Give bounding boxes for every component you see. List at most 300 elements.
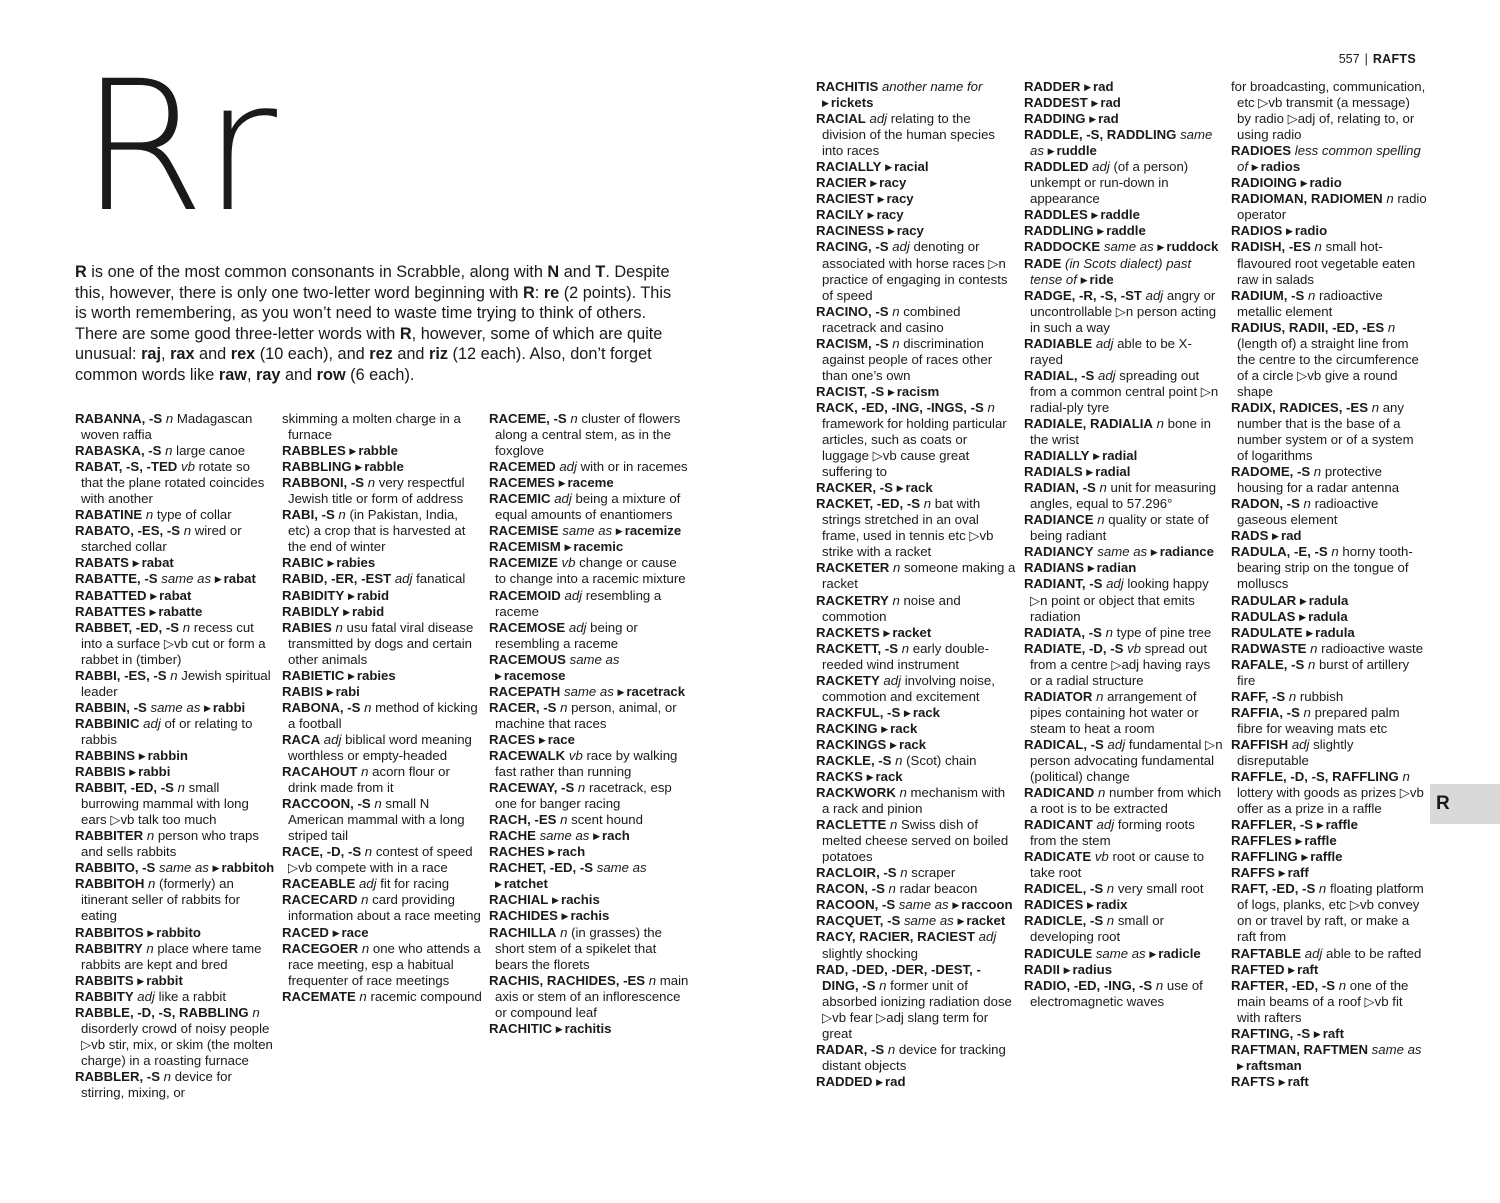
entry-part-of-speech: n [1099,480,1107,496]
dictionary-entry [489,860,689,892]
entry-definition: scraper [911,865,956,881]
dictionary-entry [1024,978,1224,1010]
entry-part-of-speech: n [648,972,657,988]
entry-definition: former unit of absorbed ionizing radiation dose ▷vb fear ▷adj slang term for great [822,977,1012,1041]
entry-part-of-speech: n [1310,640,1318,656]
entry-headword: RADIALS [1024,464,1083,480]
dictionary-entry [75,716,275,748]
dictionary-entry [1024,946,1224,962]
dictionary-entry [75,620,275,668]
crossref-arrow-icon: ▶ [332,927,340,938]
entry-part-of-speech: n [1303,704,1311,720]
entry-part-of-speech: n [1303,496,1311,512]
crossref-arrow-icon: ▶ [137,975,145,986]
entry-crossref: rabid [356,587,390,603]
dictionary-entry [816,223,1016,239]
entry-definition: biblical word meaning worthless or empty-headed [288,731,472,763]
entry-crossref: racemic [573,539,624,555]
entry-crossref: rabbito [156,924,201,940]
entry-part-of-speech: n [1386,191,1394,207]
entry-crossref: racism [896,383,940,399]
dictionary-entry [282,876,482,892]
dictionary-entry [1024,512,1224,544]
entry-headword: RABBIS [75,764,126,780]
crossref-arrow-icon: ▶ [1149,948,1157,959]
entry-headword: RAFFLES [1231,833,1292,849]
entry-crossref-note: same as [569,651,620,667]
crossref-arrow-icon: ▶ [1288,964,1296,975]
crossref-arrow-icon: ▶ [1087,900,1094,911]
dictionary-entry [1231,320,1427,400]
entry-headword: RACEMED [489,459,556,475]
entry-part-of-speech: n [1097,512,1105,528]
crossref-arrow-icon: ▶ [1093,451,1101,462]
entry-crossref: rad [1093,79,1114,94]
entry-definition: any number that is the base of a number system or of a system of logarithms [1237,399,1414,464]
dictionary-entry [1231,1074,1427,1090]
intro-text: , however, some of which are quite unusual: [75,324,663,363]
entry-headword: RABBITY [75,988,134,1004]
entry-headword: RABATTES [75,603,146,619]
entry-headword: RAFFLING [1231,849,1298,865]
entry-crossref: rabbitoh [221,860,275,876]
entry-headword: RACKING [816,720,878,736]
entry-part-of-speech: n [335,619,343,635]
crossref-arrow-icon: ▶ [548,847,556,858]
crossref-arrow-icon: ▶ [890,739,897,750]
entry-definition: small N American mammal with a long striped tail [288,796,465,844]
crossref-arrow-icon: ▶ [883,627,891,638]
entry-headword: RADON, -S [1231,496,1300,512]
entry-definition: type of pine tree [1116,624,1212,640]
entry-headword: RABATTED [75,587,147,603]
entry-part-of-speech: n [177,780,185,796]
dictionary-entry [75,925,275,941]
entry-definition: place where tame rabbits are kept and bred [81,940,262,972]
entry-headword: RABBITO, -S [75,860,156,876]
intro-text: , [161,345,171,363]
crossref-arrow-icon: ▶ [214,574,222,585]
intro-emphasis: rex [230,345,256,363]
entry-headword: RADULAR [1231,592,1297,608]
entry-crossref: radial [1102,448,1138,464]
crossref-arrow-icon: ▶ [1272,531,1279,542]
entry-part-of-speech: vb [1127,640,1141,656]
entry-crossref: raddle [1100,207,1140,223]
dictionary-entry [282,732,482,764]
entry-definition: Madagascan woven raffia [81,411,253,443]
entry-headword: RADIOMAN, RADIOMEN [1231,191,1383,207]
dictionary-entry [75,555,275,571]
dictionary-entry [816,496,1016,560]
entry-definition: like a rabbit [158,988,227,1004]
entry-headword: RABBLING [282,459,352,475]
dictionary-entry [816,79,1016,111]
dictionary-entry [816,304,1016,336]
entry-part-of-speech: adj [564,587,583,603]
intro-text: and [194,345,231,363]
page-number: 557 [1338,52,1360,66]
entry-headword: RABBLER, -S [75,1068,160,1084]
entry-definition: racemic compound [370,988,482,1004]
entry-headword: RACILY [816,207,864,223]
crossref-arrow-icon: ▶ [347,590,355,601]
entry-crossref: raccoon [961,897,1013,913]
entry-definition: change or cause to change into a racemic mixture [495,555,686,587]
entry-crossref: rachis [570,908,610,924]
entry-crossref-note: same as [1030,127,1213,159]
entry-crossref-note: less common spelling of [1237,143,1421,175]
entry-part-of-speech: adj [1092,159,1110,175]
entry-part-of-speech: n [887,1041,896,1057]
entry-headword: RACKFUL, -S [816,704,901,720]
entry-crossref: rach [602,828,630,844]
entry-headword: RADAR, -S [816,1041,885,1057]
crossref-arrow-icon: ▶ [1157,242,1165,253]
entry-headword: RABASKA, -S [75,443,162,459]
dictionary-entry [282,700,482,732]
dictionary-entry [282,459,482,475]
entry-definition: unit for measuring angles, equal to 57.296° [1030,480,1217,512]
entry-headword: RADIANCY [1024,544,1094,560]
entry-headword: RACKLE, -S [816,752,892,768]
entry-part-of-speech: adj [358,876,377,892]
dictionary-entry [75,604,275,620]
entry-part-of-speech: n [1307,656,1316,672]
crossref-arrow-icon: ▶ [558,478,566,489]
entry-headword: RACHIAL [489,892,549,908]
crossref-arrow-icon: ▶ [952,900,960,911]
dictionary-entry [489,748,689,780]
entry-headword: RACEGOER [282,940,359,956]
dictionary-entry [489,555,689,587]
dictionary-entry [816,560,1016,592]
entry-crossref: racket [892,624,932,640]
dictionary-entry [282,668,482,684]
entry-definition: rotate so that the plane rotated coincides with another [81,459,265,507]
entry-crossref: radius [1072,961,1113,977]
entry-definition: small burrowing mammal with long ears ▷vb talk too much [81,780,249,828]
entry-headword: RADIAL, -S [1024,367,1095,383]
dictionary-entry [282,411,482,443]
crossref-arrow-icon: ▶ [1091,210,1099,221]
entry-headword: RABBLES [282,443,346,459]
entry-part-of-speech: n [890,817,898,833]
crossref-arrow-icon: ▶ [347,670,355,681]
entry-definition: number from which a root is to be extracted [1030,785,1222,817]
entry-definition: small hot-flavoured root vegetable eaten raw in salads [1237,239,1416,287]
entry-crossref: rabbi [138,764,171,780]
entry-definition: race by walking fast rather than running [495,747,678,780]
entry-crossref: rabat [223,571,256,587]
entry-definition: (formerly) an itinerant seller of rabbits for eating [81,876,241,924]
dictionary-entry [489,652,689,684]
dictionary-entry [1024,576,1224,624]
entry-headword: RACEMIC [489,491,551,507]
dictionary-entry [1024,641,1224,689]
entry-definition: slightly shocking [822,945,919,961]
entry-part-of-speech: n [577,780,586,796]
crossref-arrow-icon: ▶ [867,210,875,221]
entry-crossref-note: another name for [881,79,983,94]
entry-definition: device for stirring, mixing, or [81,1068,232,1100]
dictionary-entry [75,1069,275,1101]
entry-crossref: radios [1260,159,1301,175]
dictionary-entry [1231,191,1427,223]
entry-crossref: rabat [141,555,174,571]
dictionary-entry [282,925,482,941]
dictionary-entry [816,1042,1016,1074]
entry-part-of-speech: n [361,892,369,908]
crossref-arrow-icon: ▶ [903,707,911,718]
entry-definition: relating to the division of the human species into races [822,111,996,159]
entry-part-of-speech: n [1331,544,1339,560]
entry-headword: RADIO, -ED, -ING, -S [1024,977,1153,993]
running-headword: RAFTS [1372,52,1416,66]
intro-emphasis: N [547,263,560,281]
entry-part-of-speech: n [1314,239,1322,255]
entry-part-of-speech: adj [1106,576,1124,592]
intro-paragraph [75,262,675,385]
entry-part-of-speech: adj [892,239,910,255]
dictionary-entry [1024,913,1224,945]
entry-headword: RACA [282,731,321,747]
entry-definition: noise and commotion [822,592,961,624]
entry-definition: floating platform of logs, planks, etc ▷vb convey on or travel by raft, or make a raft from [1237,881,1424,945]
entry-definition: very small root [1117,881,1204,897]
entry-part-of-speech: n [987,399,995,415]
intro-emphasis: row [316,365,346,384]
dictionary-entry [1024,127,1224,159]
dictionary-entry [1231,143,1427,175]
dictionary-entry [1024,849,1224,881]
dictionary-entry [816,962,1016,1042]
dictionary-entry [1231,641,1427,657]
entry-definition: disorderly crowd of noisy people ▷vb stir, mix, or skim (the molten charge) in a roasting furnace [81,1020,273,1068]
entry-headword: RABBONI, -S [282,475,365,491]
entry-headword: RADWASTE [1231,640,1307,656]
entry-crossref-note: (in Scots dialect) past tense of [1030,255,1192,287]
entry-headword: RACES [489,731,536,747]
dictionary-entry [489,620,689,652]
entry-headword: RADDLED [1024,159,1089,175]
dictionary-entry [816,384,1016,400]
entry-definition: radar beacon [899,881,978,897]
entry-crossref: rack [875,769,903,785]
entry-crossref: rack [898,736,927,752]
crossref-arrow-icon: ▶ [495,879,502,890]
dictionary-entry [1024,159,1224,207]
intro-text: and [392,345,430,363]
entry-part-of-speech: n [165,411,174,426]
entry-crossref: raceme [567,475,614,491]
crossref-arrow-icon: ▶ [1278,868,1286,879]
dictionary-entry [816,865,1016,881]
entry-headword: RADIATA, -S [1024,624,1102,640]
entry-headword: RADIX, RADICES, -ES [1231,399,1369,415]
entry-crossref-note: same as [161,571,212,587]
crossref-arrow-icon: ▶ [1097,226,1105,237]
entry-definition: framework for holding particular articles, such as coats or luggage ▷vb cause great suffering to [822,415,1007,480]
entry-definition: one of the main beams of a roof ▷vb fit with rafters [1237,977,1409,1025]
intro-emphasis: rez [369,345,393,363]
entry-part-of-speech: n [560,924,568,940]
crossref-arrow-icon: ▶ [866,772,874,783]
dictionary-entry [816,191,1016,207]
entry-definition: quality or state of being radiant [1030,512,1209,544]
dictionary-entry [816,336,1016,384]
entry-headword: RADICANT [1024,817,1093,833]
dictionary-entry [1024,544,1224,560]
dictionary-entry [1231,464,1427,496]
dictionary-entry [1024,625,1224,641]
dictionary-column-1 [75,411,275,1101]
dictionary-entry [816,721,1016,737]
entry-crossref-note: same as [150,699,201,715]
intro-emphasis: raw [218,365,247,384]
section-thumb-tab [1430,784,1500,824]
entry-headword: RACOON, -S [816,897,896,913]
entry-crossref-note: same as [1095,945,1146,961]
dictionary-entry [1024,239,1224,255]
entry-definition: mechanism with a rack and pinion [822,785,1006,817]
entry-part-of-speech: vb [568,747,583,763]
dictionary-entry [489,539,689,555]
dictionary-column-3 [489,411,689,1037]
entry-part-of-speech: n [1387,319,1396,335]
dictionary-entry [282,604,482,620]
entry-definition: scent hound [571,812,643,828]
entry-part-of-speech: n [900,865,908,881]
crossref-arrow-icon: ▶ [343,606,350,617]
entry-crossref: rabbit [146,972,183,988]
dictionary-entry [816,400,1016,480]
entry-part-of-speech: vb [561,555,576,571]
dictionary-entry [1231,223,1427,239]
entry-definition: being or resembling a raceme [495,619,638,651]
entry-headword: RAFTMAN, RAFTMEN [1231,1041,1368,1057]
entry-part-of-speech: adj [1291,736,1310,752]
entry-headword: RACEMISE [489,523,559,539]
section-letter: Rr [80,43,276,252]
entry-definition: burst of artillery fire [1237,656,1410,688]
entry-crossref: racy [879,175,907,191]
entry-part-of-speech: n [888,881,896,897]
dictionary-entry [282,989,482,1005]
entry-definition: acorn flour or drink made from it [288,764,450,796]
entry-crossref: radio [1294,223,1328,239]
crossref-arrow-icon: ▶ [822,98,829,109]
entry-headword: RACKETS [816,624,880,640]
entry-crossref: radial [1095,464,1131,480]
entry-headword: RACHIS, RACHIDES, -ES [489,972,646,988]
entry-headword: RADE [1024,255,1062,271]
entry-definition: being a mixture of equal amounts of enantiomers [495,491,681,523]
crossref-arrow-icon: ▶ [887,226,895,237]
entry-crossref: raft [1297,961,1319,977]
entry-part-of-speech: adj [137,988,155,1004]
dictionary-entry [282,555,482,571]
crossref-arrow-icon: ▶ [150,590,158,601]
entry-headword: RADICEL, -S [1024,881,1104,897]
intro-emphasis: T [595,263,606,281]
entry-crossref: rickets [830,95,874,111]
dictionary-entry [75,507,275,523]
entry-crossref: ruddock [1166,239,1219,255]
entry-headword: RACKWORK [816,785,896,801]
entry-headword: RACKET, -ED, -S [816,496,921,512]
crossref-arrow-icon: ▶ [615,526,623,537]
entry-headword: RACLETTE [816,817,887,833]
entry-definition: fundamental ▷n person advocating fundamental (political) change [1030,736,1223,785]
entry-part-of-speech: vb [181,459,195,475]
entry-crossref-note: same as [539,828,590,844]
dictionary-entry [1024,368,1224,416]
crossref-arrow-icon: ▶ [1080,274,1088,285]
entry-part-of-speech: n [1156,415,1164,431]
entry-crossref: racy [886,191,914,207]
dictionary-entry [816,159,1016,175]
crossref-arrow-icon: ▶ [1285,226,1293,237]
dictionary-entry [489,812,689,828]
intro-emphasis: R [75,263,87,281]
entry-headword: RADIOS [1231,223,1283,239]
entry-headword: RACE, -D, -S [282,844,362,860]
crossref-arrow-icon: ▶ [561,911,569,922]
dictionary-entry [75,443,275,459]
crossref-arrow-icon: ▶ [1301,852,1309,863]
entry-headword: RADICATE [1024,849,1092,865]
entry-definition: arrangement of pipes containing hot water or steam to heat a room [1030,688,1199,736]
entry-headword: RADDLE, -S, RADDLING [1024,127,1177,143]
dictionary-entry [1231,978,1427,1026]
intro-text: is one of the most common consonants in Scrabble, along with [86,263,548,281]
dictionary-entry [75,523,275,555]
entry-headword: RACKS [816,769,863,785]
entry-part-of-speech: adj [554,491,572,507]
dictionary-entry [816,785,1016,817]
dictionary-entry [75,571,275,587]
entry-headword: RADIATE, -D, -S [1024,640,1124,656]
entry-definition: (length of) a straight line from the centre to the circumference of a circle ▷vb give a round shape [1237,335,1419,399]
crossref-arrow-icon: ▶ [147,927,155,938]
entry-definition: device for tracking distant objects [822,1041,1006,1073]
entry-headword: RAFTS [1231,1073,1275,1089]
entry-part-of-speech: adj [1107,736,1126,752]
crossref-arrow-icon: ▶ [957,916,965,927]
entry-definition: able to be X-rayed [1030,335,1192,367]
entry-crossref: rabble [364,459,404,475]
crossref-arrow-icon: ▶ [877,194,885,205]
dictionary-entry [1024,207,1224,223]
entry-part-of-speech: adj [143,715,161,731]
intro-emphasis: re [543,283,560,302]
entry-headword: RABBET, -ED, -S [75,619,180,635]
dictionary-entry [489,780,689,812]
dictionary-entry [1024,288,1224,336]
dictionary-entry [1024,336,1224,368]
entry-headword: RACON, -S [816,881,885,897]
entry-crossref: raft [1287,1073,1309,1089]
dictionary-entry [1024,79,1224,95]
entry-crossref: rabies [336,555,376,571]
entry-crossref: raffle [1304,833,1337,849]
entry-crossref: raft [1322,1025,1344,1041]
entry-headword: RABBINS [75,747,136,763]
entry-definition: wired or starched collar [81,523,242,555]
entry-part-of-speech: n [1096,688,1104,704]
dictionary-entry [1024,95,1224,111]
